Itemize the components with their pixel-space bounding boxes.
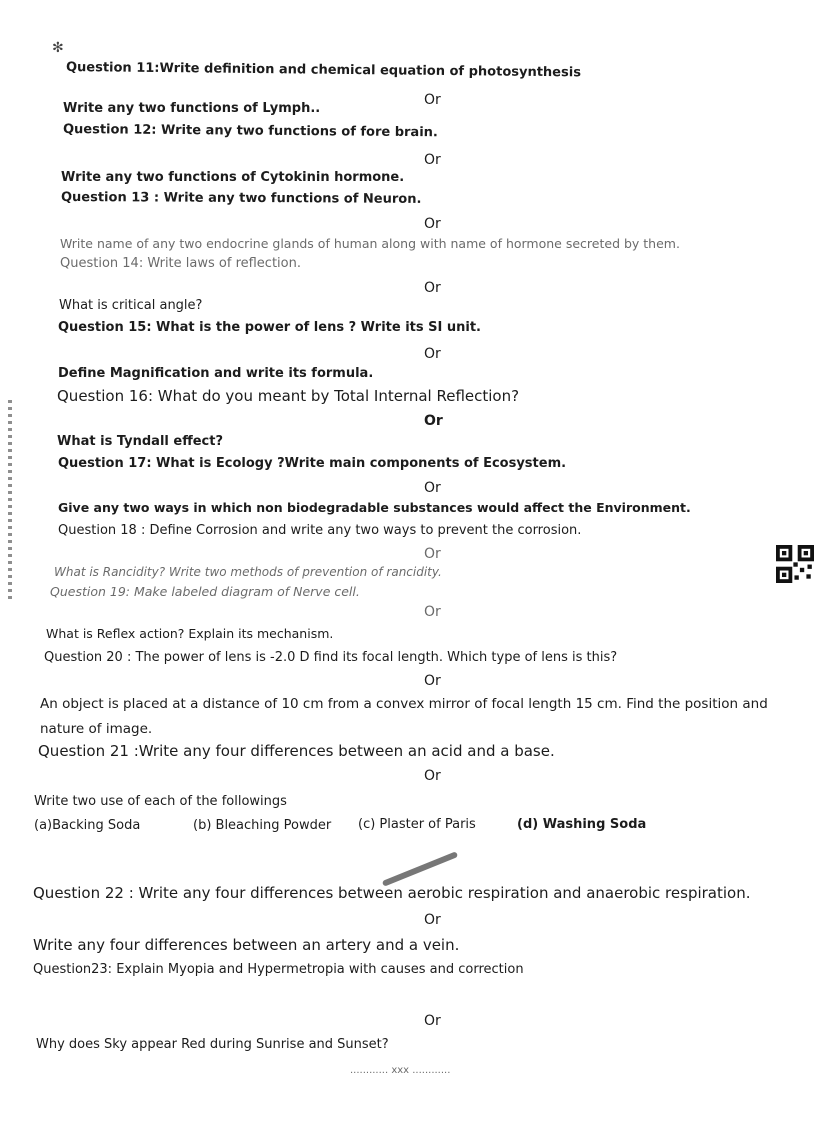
question-21: Question 21 :Write any four differences between an acid and a base. <box>38 742 555 760</box>
question-12: Question 12: Write any two functions of fore brain. <box>62 122 438 141</box>
question-13-alt: Write name of any two endocrine glands of human along with name of hormone secreted by them. <box>60 236 680 251</box>
question-12-alt: Write any two functions of Cytokinin hormone. <box>61 170 405 185</box>
option-d: (d) Washing Soda <box>517 817 647 832</box>
or-separator: Or <box>424 92 441 108</box>
or-separator: Or <box>424 152 441 168</box>
or-separator: Or <box>424 673 441 689</box>
or-separator: Or <box>424 1013 441 1029</box>
question-14: Question 14: Write laws of reflection. <box>60 256 301 271</box>
or-separator: Or <box>424 912 441 928</box>
qr-code <box>776 545 814 583</box>
question-19-alt: What is Reflex action? Explain its mechanism. <box>46 626 334 641</box>
or-separator: Or <box>424 480 441 496</box>
question-11-alt: Write any two functions of Lymph.. <box>63 101 321 116</box>
or-separator: Or <box>424 768 441 784</box>
question-20-alt-cont: nature of image. <box>40 721 153 737</box>
option-a: (a)Backing Soda <box>34 818 141 833</box>
or-separator: Or <box>424 346 441 362</box>
or-separator: Or <box>424 413 443 429</box>
question-15: Question 15: What is the power of lens ? Write its SI unit. <box>58 320 481 335</box>
question-16-alt: What is Tyndall effect? <box>57 434 224 449</box>
pen-mark <box>382 851 458 887</box>
question-16: Question 16: What do you meant by Total Internal Reflection? <box>57 387 520 405</box>
question-14-alt: What is critical angle? <box>59 298 203 313</box>
question-13: Question 13 : Write any two functions of Neuron. <box>60 190 422 207</box>
or-separator: Or <box>424 280 441 296</box>
question-22: Question 22 : Write any four differences between aerobic respiration and anaerobic respiration. <box>33 884 751 902</box>
question-18-alt: What is Rancidity? Write two methods of prevention of rancidity. <box>54 565 442 579</box>
question-18: Question 18 : Define Corrosion and write any two ways to prevent the corrosion. <box>58 523 582 538</box>
question-22-alt: Write any four differences between an artery and a vein. <box>33 936 460 954</box>
option-b: (b) Bleaching Powder <box>193 818 332 833</box>
question-20-alt: An object is placed at a distance of 10 cm from a convex mirror of focal length 15 cm. Find the position and <box>40 696 768 712</box>
question-23-alt: Why does Sky appear Red during Sunrise and Sunset? <box>36 1037 389 1052</box>
question-17-alt: Give any two ways in which non biodegradable substances would affect the Environment. <box>58 500 691 515</box>
question-11: Question 11:Write definition and chemical equation of photosynthesis <box>65 60 582 81</box>
question-21-alt: Write two use of each of the followings <box>34 794 287 809</box>
question-17: Question 17: What is Ecology ?Write main components of Ecosystem. <box>58 456 567 471</box>
or-separator: Or <box>424 216 441 232</box>
end-of-paper-marker: ............ xxx ............ <box>350 1065 451 1076</box>
scribble-mark: ✻ <box>52 40 64 56</box>
question-19: Question 19: Make labeled diagram of Nerve cell. <box>50 584 360 599</box>
question-15-alt: Define Magnification and write its formula. <box>58 366 374 381</box>
scan-edge-mark <box>8 400 12 600</box>
or-separator: Or <box>424 546 441 562</box>
option-c: (c) Plaster of Paris <box>358 817 476 832</box>
or-separator: Or <box>424 604 441 620</box>
question-20: Question 20 : The power of lens is -2.0 D find its focal length. Which type of lens is this? <box>44 650 618 665</box>
question-23: Question23: Explain Myopia and Hypermetropia with causes and correction <box>33 962 524 977</box>
